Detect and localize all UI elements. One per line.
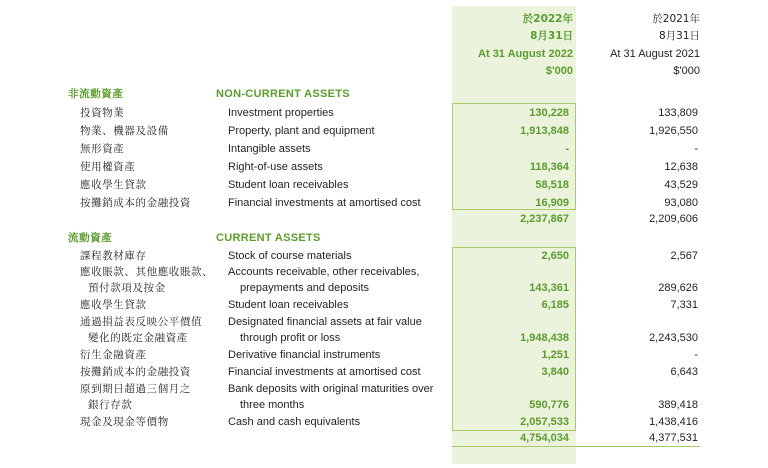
row-value-2021: 2,243,530 bbox=[649, 332, 698, 344]
row-label-en: Designated financial assets at fair value bbox=[228, 316, 422, 328]
row-value-2021: 2,567 bbox=[670, 250, 698, 262]
header-2021-line2: 8月31日 bbox=[658, 30, 700, 42]
row-label-en: Right-of-use assets bbox=[228, 161, 323, 173]
row-value-2021: 43,529 bbox=[664, 179, 698, 191]
row-value-2022: 58,518 bbox=[535, 179, 569, 191]
row-label-zh-line2: 預付款項及按金 bbox=[88, 282, 166, 294]
row-label-zh: 物業、機器及設備 bbox=[80, 125, 169, 137]
row-label-zh: 衍生金融資產 bbox=[80, 349, 147, 361]
row-label-en: Financial investments at amortised cost bbox=[228, 366, 421, 378]
row-label-zh: 通過損益表反映公平價值 bbox=[80, 316, 203, 328]
row-label-en: Property, plant and equipment bbox=[228, 125, 375, 137]
row-value-2021: 133,809 bbox=[658, 107, 698, 119]
row-label-en: Student loan receivables bbox=[228, 299, 349, 311]
row-label-en-line2: through profit or loss bbox=[240, 332, 341, 344]
row-label-zh: 應收學生貸款 bbox=[80, 179, 147, 191]
row-value-2021: 289,626 bbox=[658, 282, 698, 294]
row-label-en: Accounts receivable, other receivables, bbox=[228, 266, 420, 278]
row-label-en-line2: prepayments and deposits bbox=[240, 282, 370, 294]
noncurrent-title-en: NON-CURRENT ASSETS bbox=[216, 88, 350, 100]
noncurrent-total-2021: 2,209,606 bbox=[649, 213, 698, 225]
header-2021-line3: At 31 August 2021 bbox=[610, 48, 700, 60]
current-total-2022: 4,754,034 bbox=[520, 432, 569, 444]
header-2021-unit: $'000 bbox=[673, 65, 700, 77]
total-underline bbox=[452, 446, 700, 447]
row-label-en: Investment properties bbox=[228, 107, 334, 119]
row-label-zh: 按攤銷成本的金融投資 bbox=[80, 197, 191, 209]
row-value-2021: 1,438,416 bbox=[649, 416, 698, 428]
row-label-en: Stock of course materials bbox=[228, 250, 352, 262]
row-label-zh: 投資物業 bbox=[80, 107, 125, 119]
row-label-zh: 原到期日超過三個月之 bbox=[80, 383, 191, 395]
current-title-zh: 流動資產 bbox=[68, 232, 113, 244]
row-label-en-line2: three months bbox=[240, 399, 305, 411]
header-2022-line1: 於2022年 bbox=[522, 13, 573, 25]
noncurrent-title-zh: 非流動資產 bbox=[68, 88, 124, 100]
row-value-2022: 2,650 bbox=[541, 250, 569, 262]
row-value-2022: - bbox=[565, 143, 569, 155]
row-value-2022: 16,909 bbox=[535, 197, 569, 209]
row-value-2022: 590,776 bbox=[529, 399, 569, 411]
row-label-en: Financial investments at amortised cost bbox=[228, 197, 421, 209]
row-value-2022: 1,913,848 bbox=[520, 125, 569, 137]
current-total-2021: 4,377,531 bbox=[649, 432, 698, 444]
row-value-2021: - bbox=[694, 349, 698, 361]
row-label-zh: 應收學生貸款 bbox=[80, 299, 147, 311]
row-label-zh-line2: 銀行存款 bbox=[88, 399, 133, 411]
current-title-en: CURRENT ASSETS bbox=[216, 232, 321, 244]
row-value-2022: 2,057,533 bbox=[520, 416, 569, 428]
header-2021-line1: 於2021年 bbox=[652, 13, 700, 25]
row-label-zh-line2: 變化的既定金融資產 bbox=[88, 332, 188, 344]
row-value-2021: 12,638 bbox=[664, 161, 698, 173]
row-value-2022: 3,840 bbox=[541, 366, 569, 378]
header-2022-line2: 8月31日 bbox=[530, 30, 573, 42]
row-value-2021: 1,926,550 bbox=[649, 125, 698, 137]
row-value-2021: 7,331 bbox=[670, 299, 698, 311]
row-label-zh: 應收賬款、其他應收賬款、 bbox=[80, 266, 214, 278]
row-value-2022: 143,361 bbox=[529, 282, 569, 294]
row-value-2021: 6,643 bbox=[670, 366, 698, 378]
row-label-zh: 無形資產 bbox=[80, 143, 125, 155]
row-label-en: Intangible assets bbox=[228, 143, 311, 155]
header-2022-unit: $'000 bbox=[545, 65, 573, 77]
row-label-en: Bank deposits with original maturities over bbox=[228, 383, 434, 395]
row-value-2022: 1,948,438 bbox=[520, 332, 569, 344]
row-label-en: Derivative financial instruments bbox=[228, 349, 381, 361]
row-label-zh: 使用權資產 bbox=[80, 161, 136, 173]
row-label-en: Cash and cash equivalents bbox=[228, 416, 361, 428]
row-label-zh: 按攤銷成本的金融投資 bbox=[80, 366, 191, 378]
row-value-2022: 118,364 bbox=[529, 161, 569, 173]
header-2022-line3: At 31 August 2022 bbox=[478, 48, 573, 60]
row-value-2022: 6,185 bbox=[541, 299, 569, 311]
row-value-2021: 93,080 bbox=[664, 197, 698, 209]
row-value-2022: 1,251 bbox=[541, 349, 569, 361]
row-value-2021: - bbox=[694, 143, 698, 155]
row-label-zh: 現金及現金等價物 bbox=[80, 416, 169, 428]
row-value-2022: 130,228 bbox=[529, 107, 569, 119]
row-label-zh: 課程教材庫存 bbox=[80, 250, 147, 262]
row-value-2021: 389,418 bbox=[658, 399, 698, 411]
row-label-en: Student loan receivables bbox=[228, 179, 349, 191]
noncurrent-total-2022: 2,237,867 bbox=[520, 213, 569, 225]
